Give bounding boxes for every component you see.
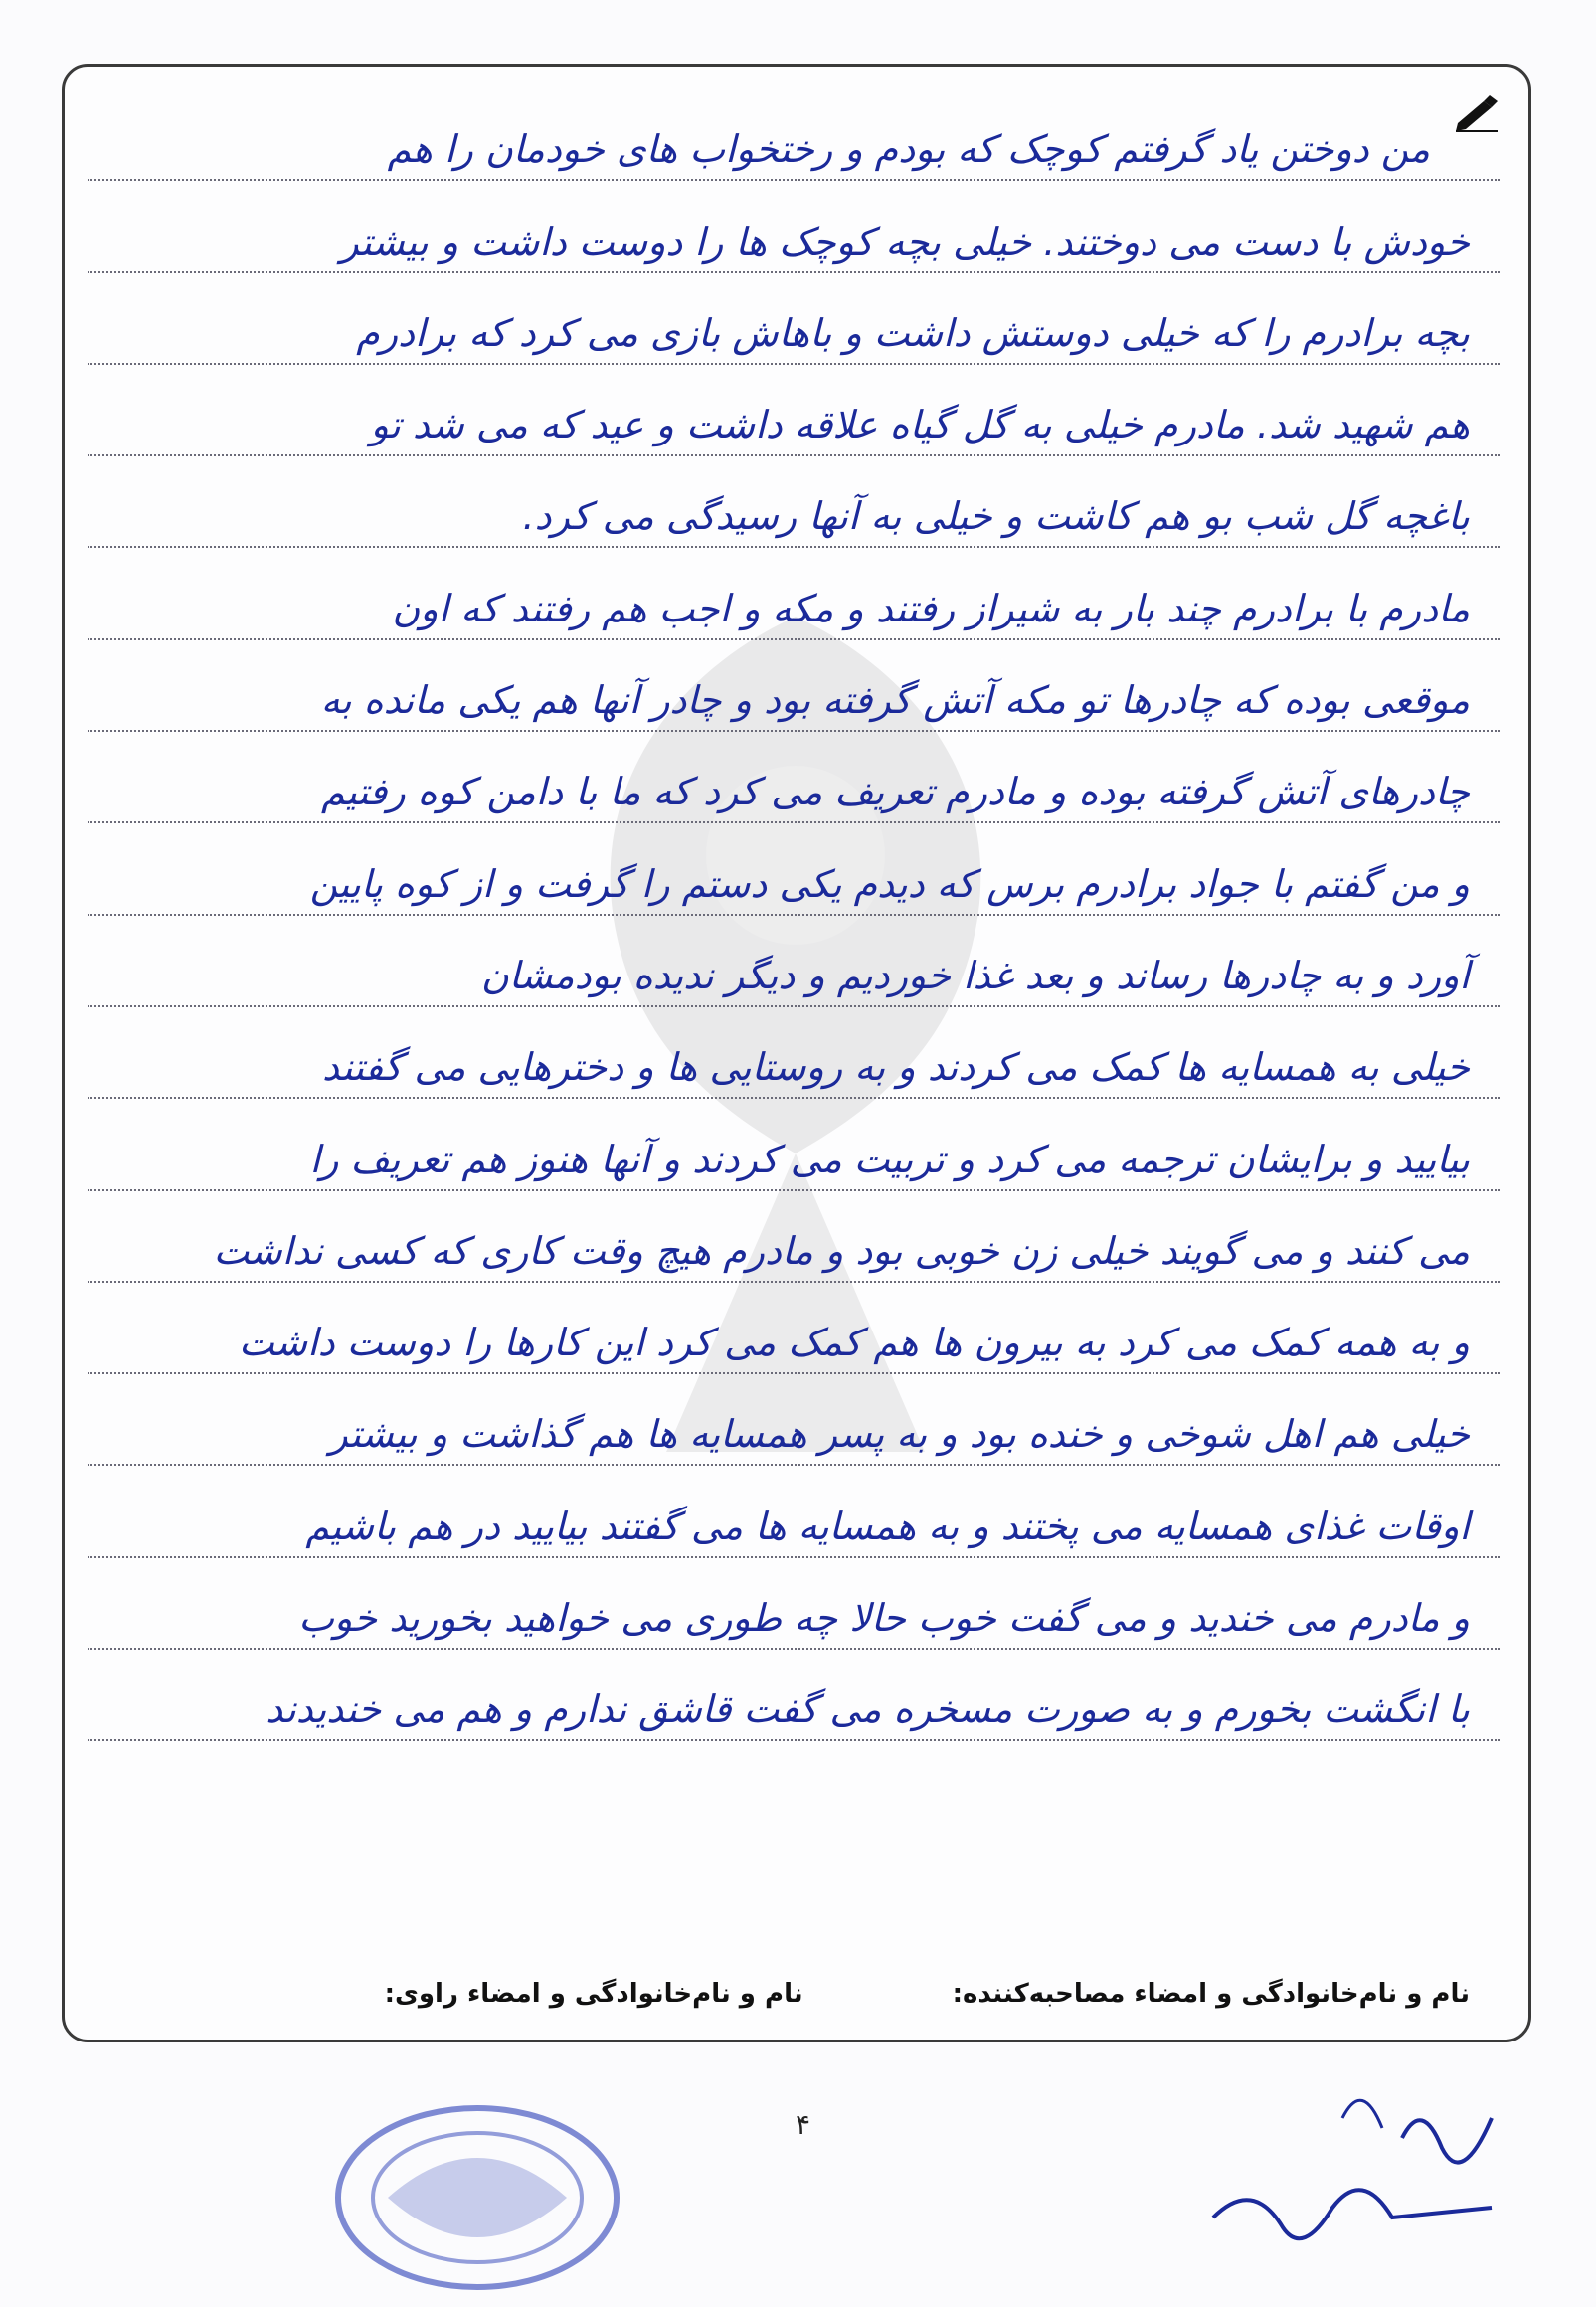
line-text: خیلی هم اهل شوخی و خنده بود و به پسر همسایه ها هم گذاشت و بیشتر	[329, 1412, 1470, 1457]
text-line	[88, 916, 1500, 1007]
signature-labels	[88, 1979, 1500, 2009]
line-text: هم شهید شد. مادرم خیلی به گل گیاه علاقه داشت و عید که می شد تو	[370, 403, 1470, 447]
text-line	[88, 1374, 1500, 1466]
line-text: خیلی به همسایه ها کمک می کردند و به روستایی ها و دخترهایی می گفتند	[322, 1045, 1470, 1090]
line-text: باغچه گل شب بو هم کاشت و خیلی به آنها رسیدگی می کرد.	[522, 494, 1470, 539]
line-text: بیایید و برایشان ترجمه می کرد و تربیت می کردند و آنها هنوز هم تعریف را	[309, 1137, 1470, 1181]
text-line	[88, 89, 1500, 181]
line-text: خودش با دست می دوختند. خیلی بچه کوچک ها را دوست داشت و بیشتر	[340, 219, 1470, 264]
text-line	[88, 823, 1500, 915]
narrator-signature-label: نام و نام‌خانوادگی و امضاء راوی:	[384, 1979, 803, 2009]
handwritten-lines	[88, 89, 1500, 1741]
line-text: می کنند و می گویند خیلی زن خوبی بود و مادرم هیچ وقت کاری که کسی نداشت	[213, 1228, 1470, 1273]
text-line	[88, 548, 1500, 639]
text-line	[88, 732, 1500, 823]
text-line	[88, 1650, 1500, 1741]
line-text: و من گفتم با جواد برادرم برس که دیدم یکی دستم را گرفت و از کوه پایین	[309, 861, 1470, 906]
interviewer-signature-label: نام و نام‌خانوادگی و امضاء مصاحبه‌کننده:	[952, 1979, 1470, 2009]
text-line	[88, 1191, 1500, 1283]
text-line	[88, 1466, 1500, 1557]
ink-stamp	[328, 2098, 626, 2297]
text-line	[88, 181, 1500, 272]
line-text: اوقات غذای همسایه می پختند و به همسایه ها می گفتند بیایید در هم باشیم	[305, 1504, 1470, 1548]
line-text: و به همه کمک می کرد به بیرون ها هم کمک می کرد این کارها را دوست داشت	[238, 1321, 1470, 1365]
line-text: بچه برادرم را که خیلی دوستش داشت و باهاش بازی می کرد که برادرم	[356, 310, 1470, 355]
handwritten-signature	[1193, 2058, 1521, 2277]
text-line	[88, 1099, 1500, 1190]
line-text: و مادرم می خندید و می گفت خوب حالا چه طوری می خواهید بخورید خوب	[298, 1596, 1470, 1641]
text-line	[88, 1558, 1500, 1650]
text-line	[88, 640, 1500, 732]
line-text: مادرم با برادرم چند بار به شیراز رفتند و مکه و اجب هم رفتند که اون	[392, 586, 1470, 630]
text-line	[88, 365, 1500, 456]
page-number: ۴	[796, 2108, 811, 2141]
text-line	[88, 456, 1500, 548]
text-line	[88, 273, 1500, 365]
line-text: چادرهای آتش گرفته بوده و مادرم تعریف می کرد که ما با دامن کوه رفتیم	[320, 770, 1470, 814]
text-line	[88, 1283, 1500, 1374]
line-text: با انگشت بخورم و به صورت مسخره می گفت قاشق ندارم و هم می خندیدند	[266, 1687, 1470, 1732]
text-line	[88, 1007, 1500, 1099]
line-text: آورد و به چادرها رساند و بعد غذا خوردیم و دیگر ندیده بودمشان	[480, 953, 1470, 997]
line-text: موقعی بوده که چادرها تو مکه آتش گرفته بود و چادر آنها هم یکی مانده به	[320, 678, 1470, 723]
line-text: من دوختن یاد گرفتم کوچک که بودم و رختخواب های خودمان را هم	[387, 127, 1430, 172]
